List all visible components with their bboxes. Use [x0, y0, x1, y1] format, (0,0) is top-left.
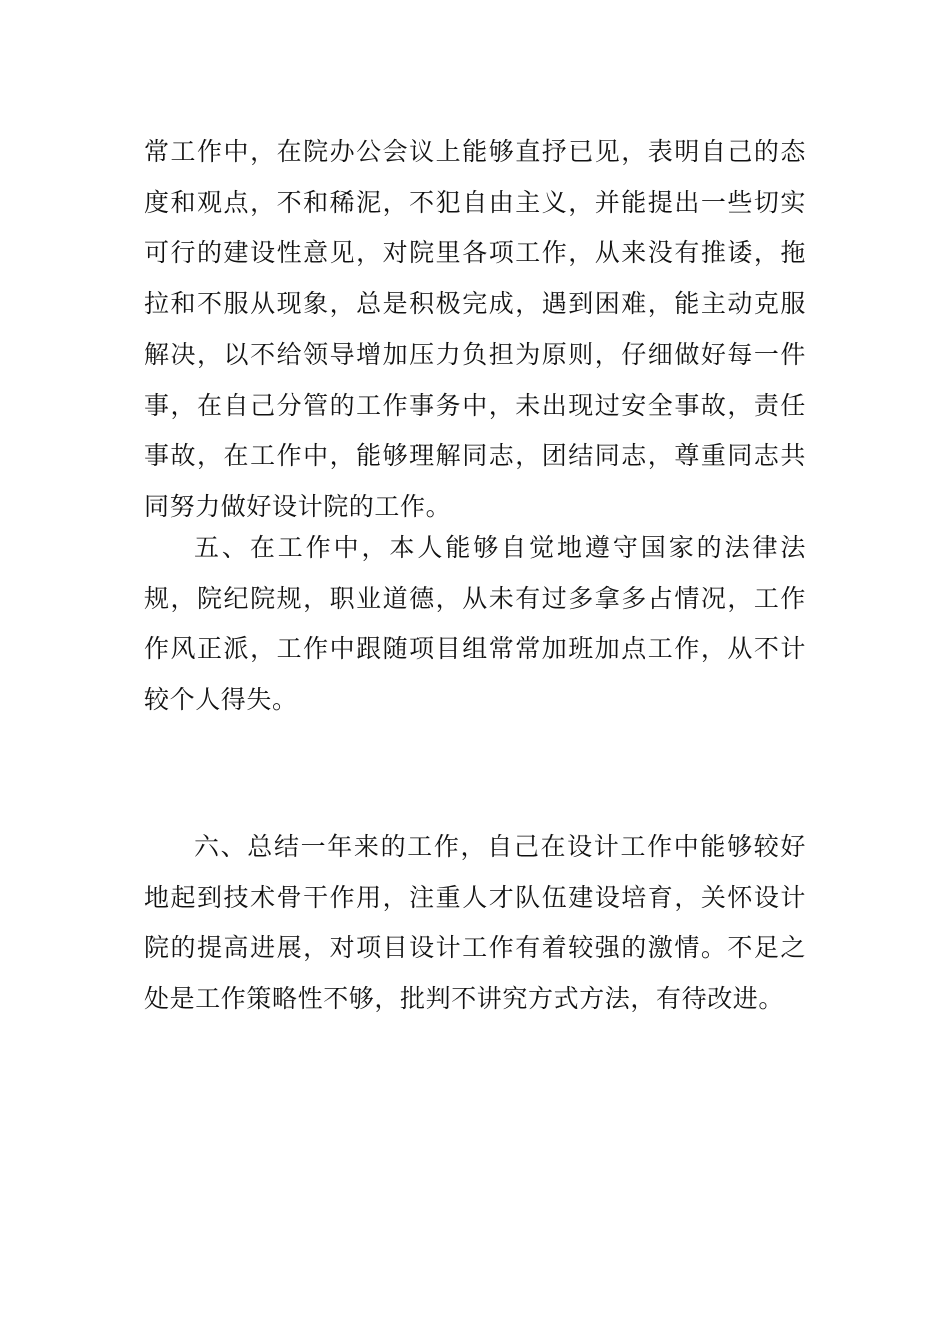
paragraph-section-five: 五、在工作中，本人能够自觉地遵守国家的法律法规，院纪院规，职业道德，从未有过多拿多占情况，工作作风正派，工作中跟随项目组常常加班加点工作，从不计较个人得失。 — [144, 533, 806, 715]
paragraph-section-six: 六、总结一年来的工作，自己在设计工作中能够较好地起到技术骨干作用，注重人才队伍建设培育，关怀设计院的提高进展，对项目设计工作有着较强的激情。不足之处是工作策略性不够，批判不讲究方式方法，有待改进。 — [144, 832, 806, 1014]
paragraph-continued: 常工作中，在院办公会议上能够直抒已见，表明自己的态度和观点，不和稀泥，不犯自由主义，并能提出一些切实可行的建设性意见，对院里各项工作，从来没有推诿，拖拉和不服从现象，总是积极完成，遇到困难，能主动克服解决，以不给领导增加压力负担为原则，仔细做好每一件事，在自己分管的工作事务中，未出现过安全事故，责任事故，在工作中，能够理解同志，团结同志，尊重同志共同努力做好设计院的工作。 — [144, 137, 806, 521]
